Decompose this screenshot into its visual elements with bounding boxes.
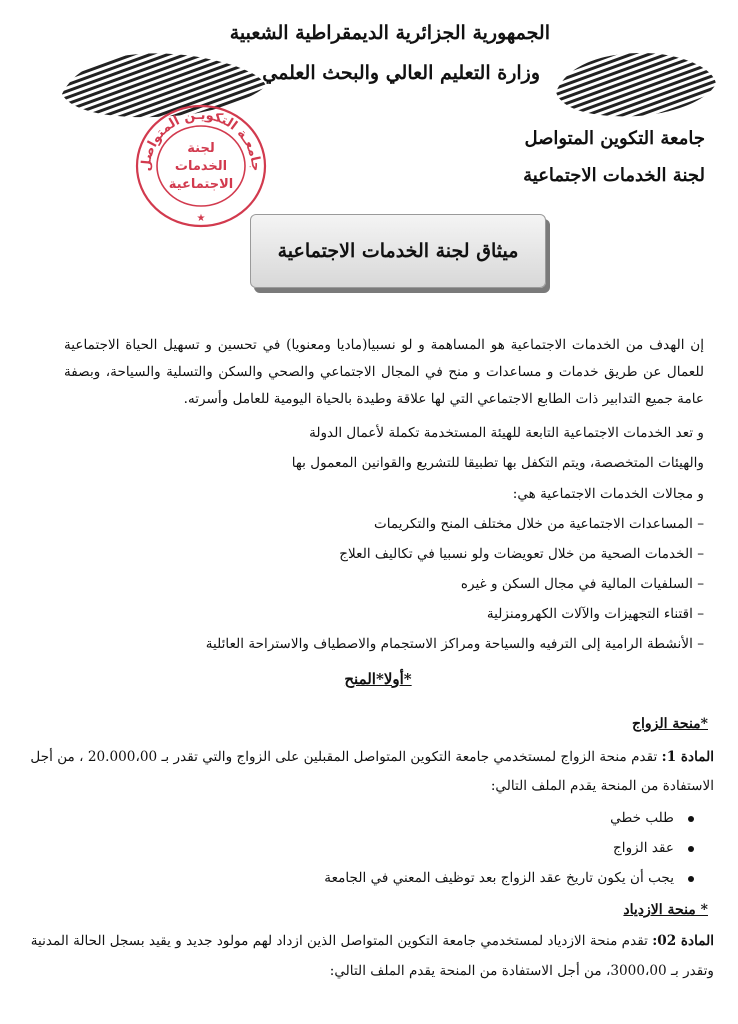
stamp-line-2: الخدمات [174,159,228,174]
section-grants-title: *أولا*المنح [344,670,412,688]
marriage-grant-heading: *منحة الزواج [631,716,708,732]
stamp-ring-text: جامعـة التكويـن المتواصل [138,107,264,172]
birth-grant-heading: * منحة الازدياد [623,902,708,918]
right-logo-mark [550,44,720,124]
fields-intro: و مجالات الخدمات الاجتماعية هي: [512,486,704,502]
bullet-icon [688,816,694,822]
marriage-req-1: طلب خطي [610,810,694,826]
official-stamp [132,100,270,230]
ministry-title: وزارة التعليم العالي والبحث العلمي [262,62,540,84]
marriage-req-3: يجب أن يكون تاريخ عقد الزواج بعد توظيف المعني في الجامعة [324,870,694,886]
article-1-line-2: الاستفادة من المنحة يقدم الملف التالي: [490,778,714,794]
article-1-label: المادة 1: [661,749,714,765]
article-2 [31,933,714,949]
intro-line-2b: والهيئات المتخصصة، ويتم التكفل بها تطبيقا للتشريع والقوانين المعمول بها [291,455,704,471]
article-1 [30,749,714,765]
article-2-label: المادة 02: [652,933,714,949]
intro-line-2a: و تعد الخدمات الاجتماعية التابعة للهيئة المستخدمة تكملة لأعمال الدولة [309,425,704,441]
field-item-3: – السلفيات المالية في مجال السكن و غيره [460,576,704,592]
field-item-1: – المساعدات الاجتماعية من خلال مختلف المنح والتكريمات [373,516,704,532]
article-2-line-2: وتقدر بـ 3000،00، من أجل الاستفادة من المنحة يقدم الملف التالي: [329,963,714,979]
field-item-4: – اقتناء التجهيزات والآلات الكهرومنزلية [486,606,704,622]
bullet-icon [688,876,694,882]
committee-title: لجنة الخدمات الاجتماعية [523,165,705,186]
field-item-5: – الأنشطة الرامية إلى الترفيه والسياحة ومراكز الاستجمام والاصطياف والاستراحة العائلية [205,636,704,652]
article-1-text: تقدم منحة الزواج لمستخدمي جامعة التكوين المتواصل المقبلين على الزواج والتي تقدر بـ 20.000،00 ، من أجل [30,749,662,765]
stamp-line-3: الاجتماعية [168,177,234,192]
charter-title-banner [250,214,546,288]
article-2-text: تقدم منحة الازدياد لمستخدمي جامعة التكوين المتواصل الذين ازداد لهم مولود جديد و يقيد بسجل الحالة المدنية [30,933,653,949]
university-title: جامعة التكوين المتواصل [524,128,705,149]
republic-title: الجمهورية الجزائرية الديمقراطية الشعبية [229,22,550,44]
charter-title: ميثاق لجنة الخدمات الاجتماعية [277,240,519,262]
bullet-icon [688,846,694,852]
stamp-line-1: لجنة [187,141,215,156]
marriage-req-2: عقد الزواج [613,840,694,856]
field-item-2: – الخدمات الصحية من خلال تعويضات ولو نسبيا في تكاليف العلاج [339,546,704,562]
stamp-star: ★ [196,213,206,224]
intro-paragraph: إن الهدف من الخدمات الاجتماعية هو المساهمة و لو نسبيا(ماديا ومعنويا) في تحسين و تسهيل الحياة الاجتماعية للعمال عن طريق خدمات و مساعدات و منح في المجال الاجتماعي والصحي والسكن والتسلية والسياحة، وبصفة عامة جميع التدابير ذات الطابع الاجتماعي التي لها علاقة وطيدة بالحياة اليومية للعامل وأسرته. [64,337,704,407]
